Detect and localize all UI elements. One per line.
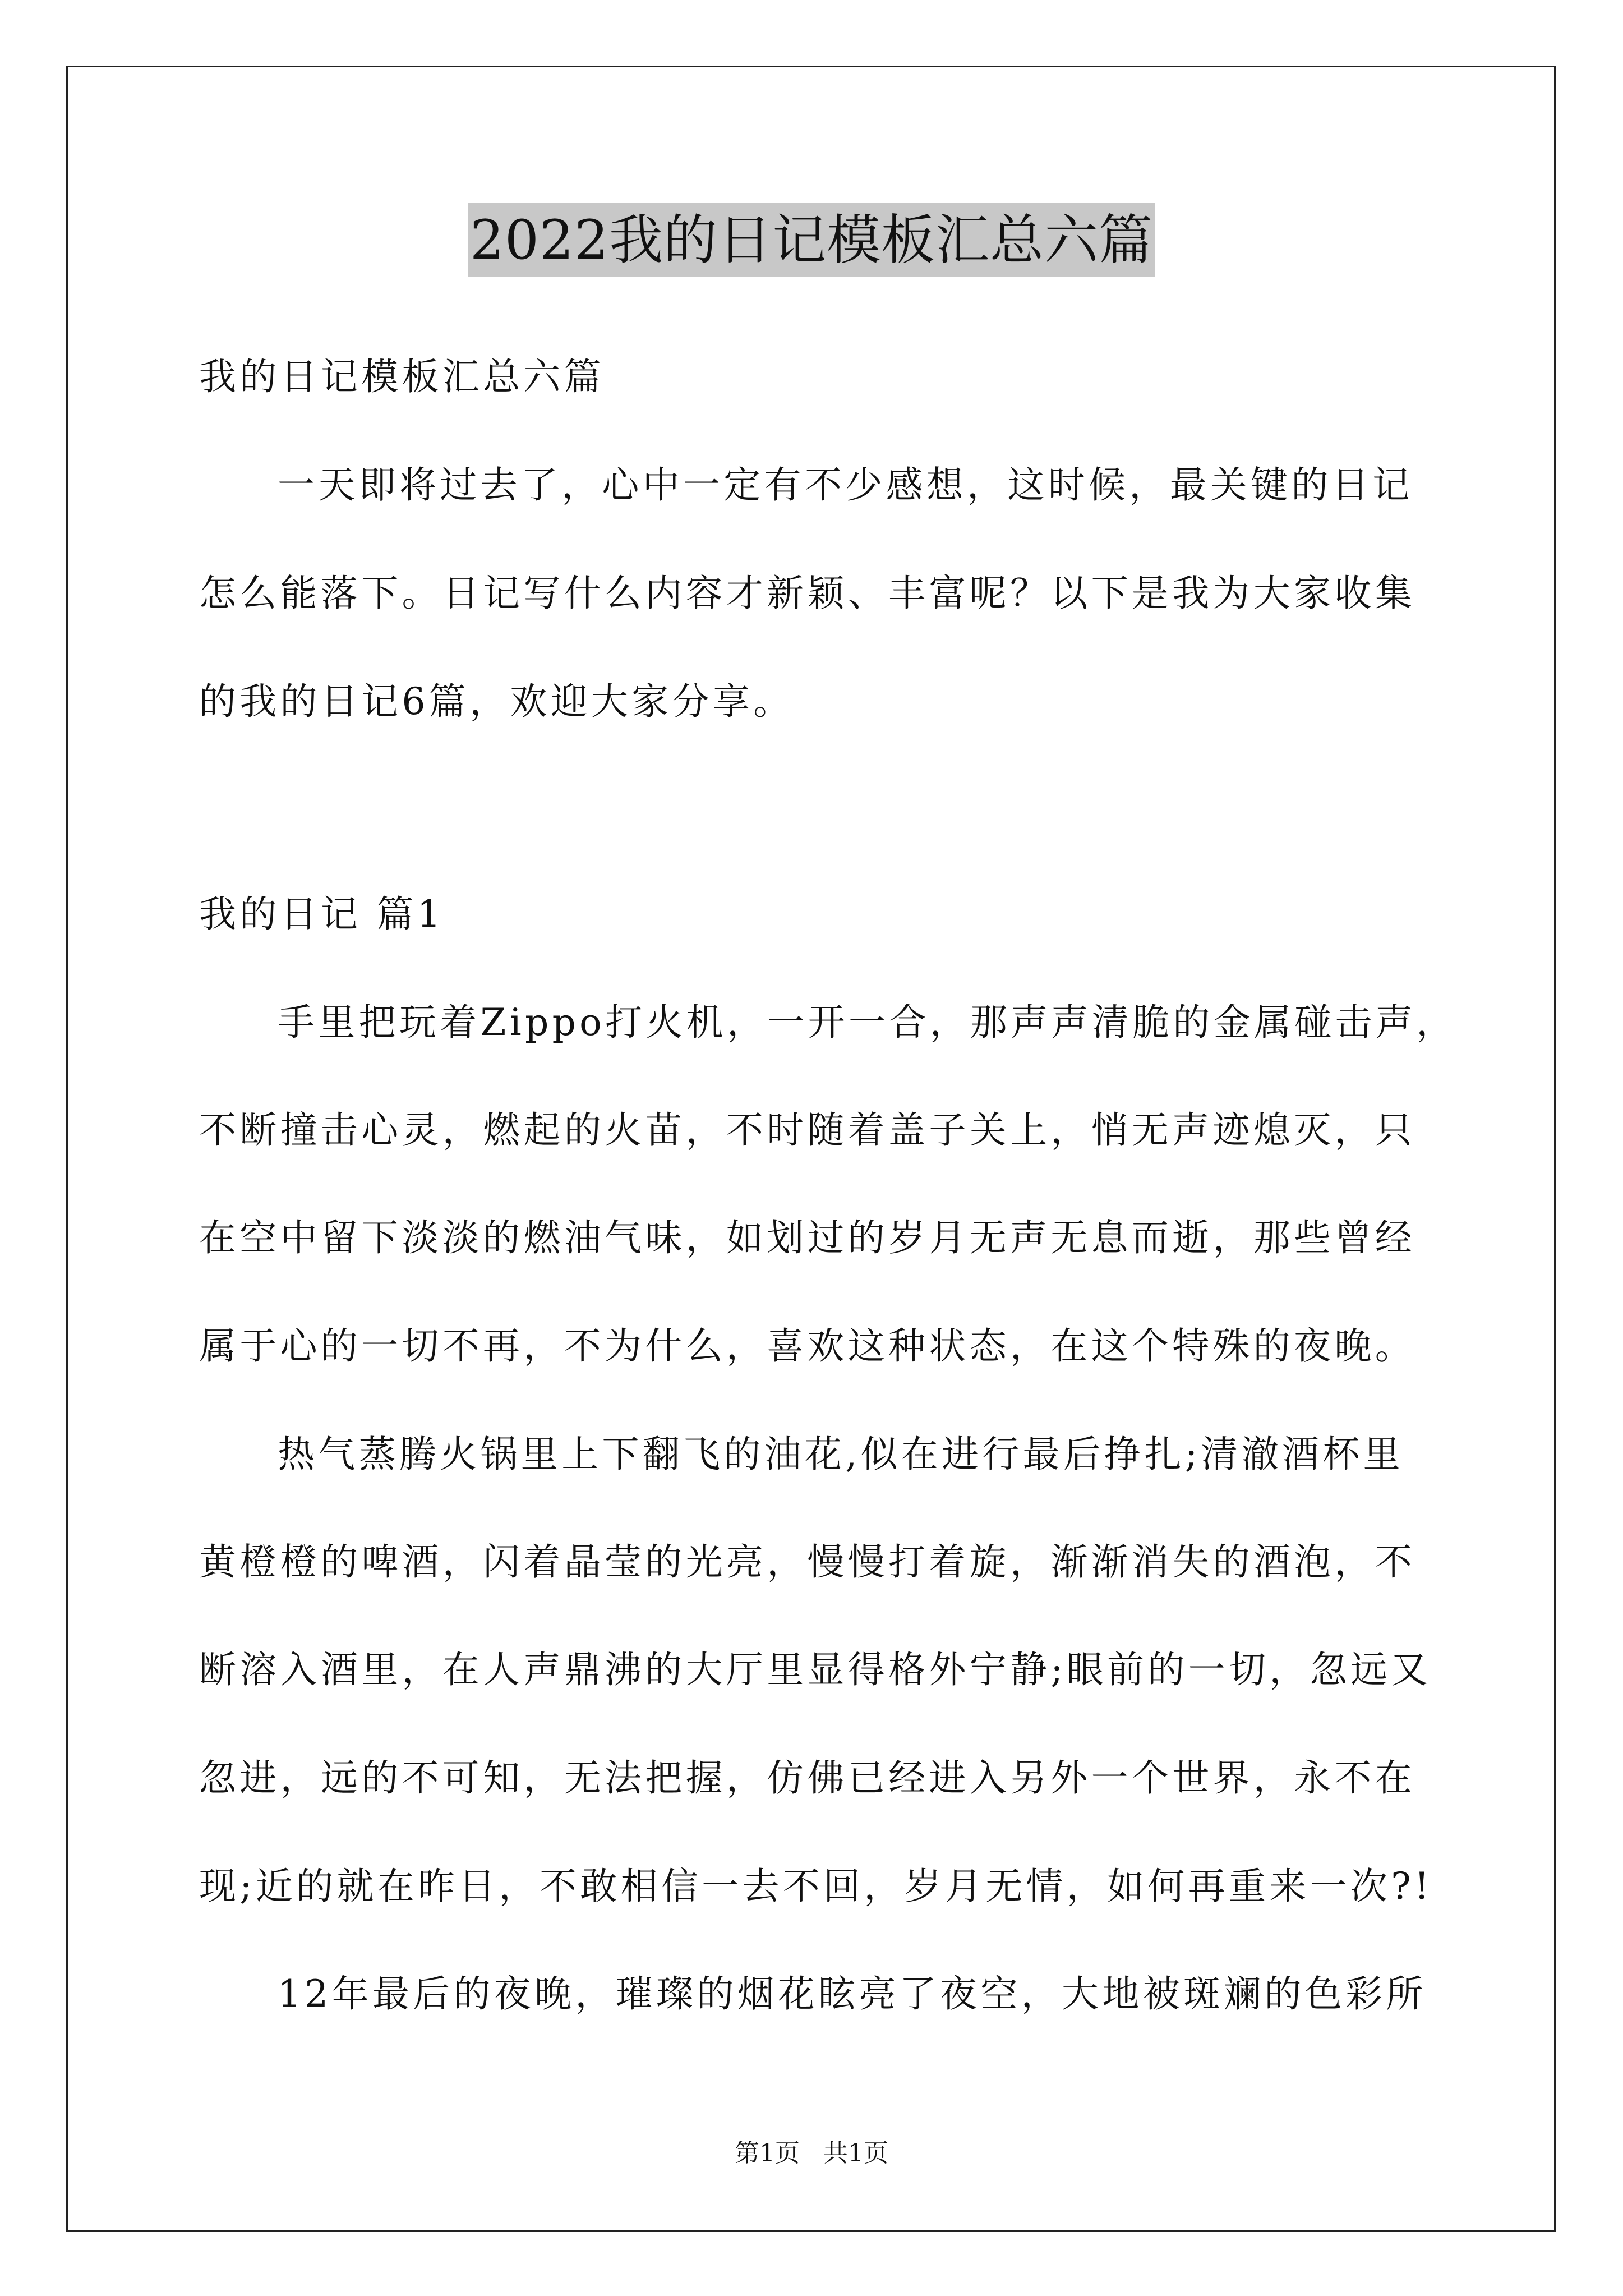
document-title: 2022我的日记模板汇总六篇 — [468, 203, 1155, 277]
body-line-4: 属于心的一切不再，不为什么，喜欢这种状态，在这个特殊的夜晚。 — [199, 1324, 1415, 1368]
body-line-7: 断溶入酒里，在人声鼎沸的大厅里显得格外宁静;眼前的一切，忽远又 — [199, 1648, 1432, 1691]
intro-line-2: 怎么能落下。日记写什么内容才新颖、丰富呢？以下是我为大家收集 — [199, 572, 1415, 615]
body-line-6: 黄橙橙的啤酒，闪着晶莹的光亮，慢慢打着旋，渐渐消失的酒泡，不 — [199, 1540, 1415, 1584]
body-line-9: 现;近的就在昨日，不敢相信一去不回，岁月无情，如何再重来一次?! — [199, 1865, 1433, 1908]
title-container — [0, 203, 1623, 277]
section-heading: 我的日记 篇1 — [199, 892, 445, 936]
body-line-8: 忽进，远的不可知，无法把握，仿佛已经进入另外一个世界，永不在 — [199, 1756, 1415, 1800]
page-footer: 第1页 共1页 — [735, 2139, 888, 2168]
body-line-5: 热气蒸腾火锅里上下翻飞的油花,似在进行最后挣扎;清澈酒杯里 — [278, 1433, 1404, 1476]
intro-line-3: 的我的日记6篇，欢迎大家分享。 — [199, 680, 794, 723]
subtitle: 我的日记模板汇总六篇 — [199, 355, 605, 398]
body-line-3: 在空中留下淡淡的燃油气味，如划过的岁月无声无息而逝，那些曾经 — [199, 1216, 1415, 1259]
body-line-2: 不断撞击心灵，燃起的火苗，不时随着盖子关上，悄无声迹熄灭，只 — [199, 1108, 1415, 1152]
intro-line-1: 一天即将过去了，心中一定有不少感想，这时候，最关键的日记 — [278, 463, 1413, 507]
body-line-10: 12年最后的夜晚，璀璨的烟花眩亮了夜空，大地被斑斓的色彩所 — [278, 1972, 1427, 2016]
body-line-1: 手里把玩着Zippo打火机，一开一合，那声声清脆的金属碰击声， — [278, 1001, 1457, 1044]
